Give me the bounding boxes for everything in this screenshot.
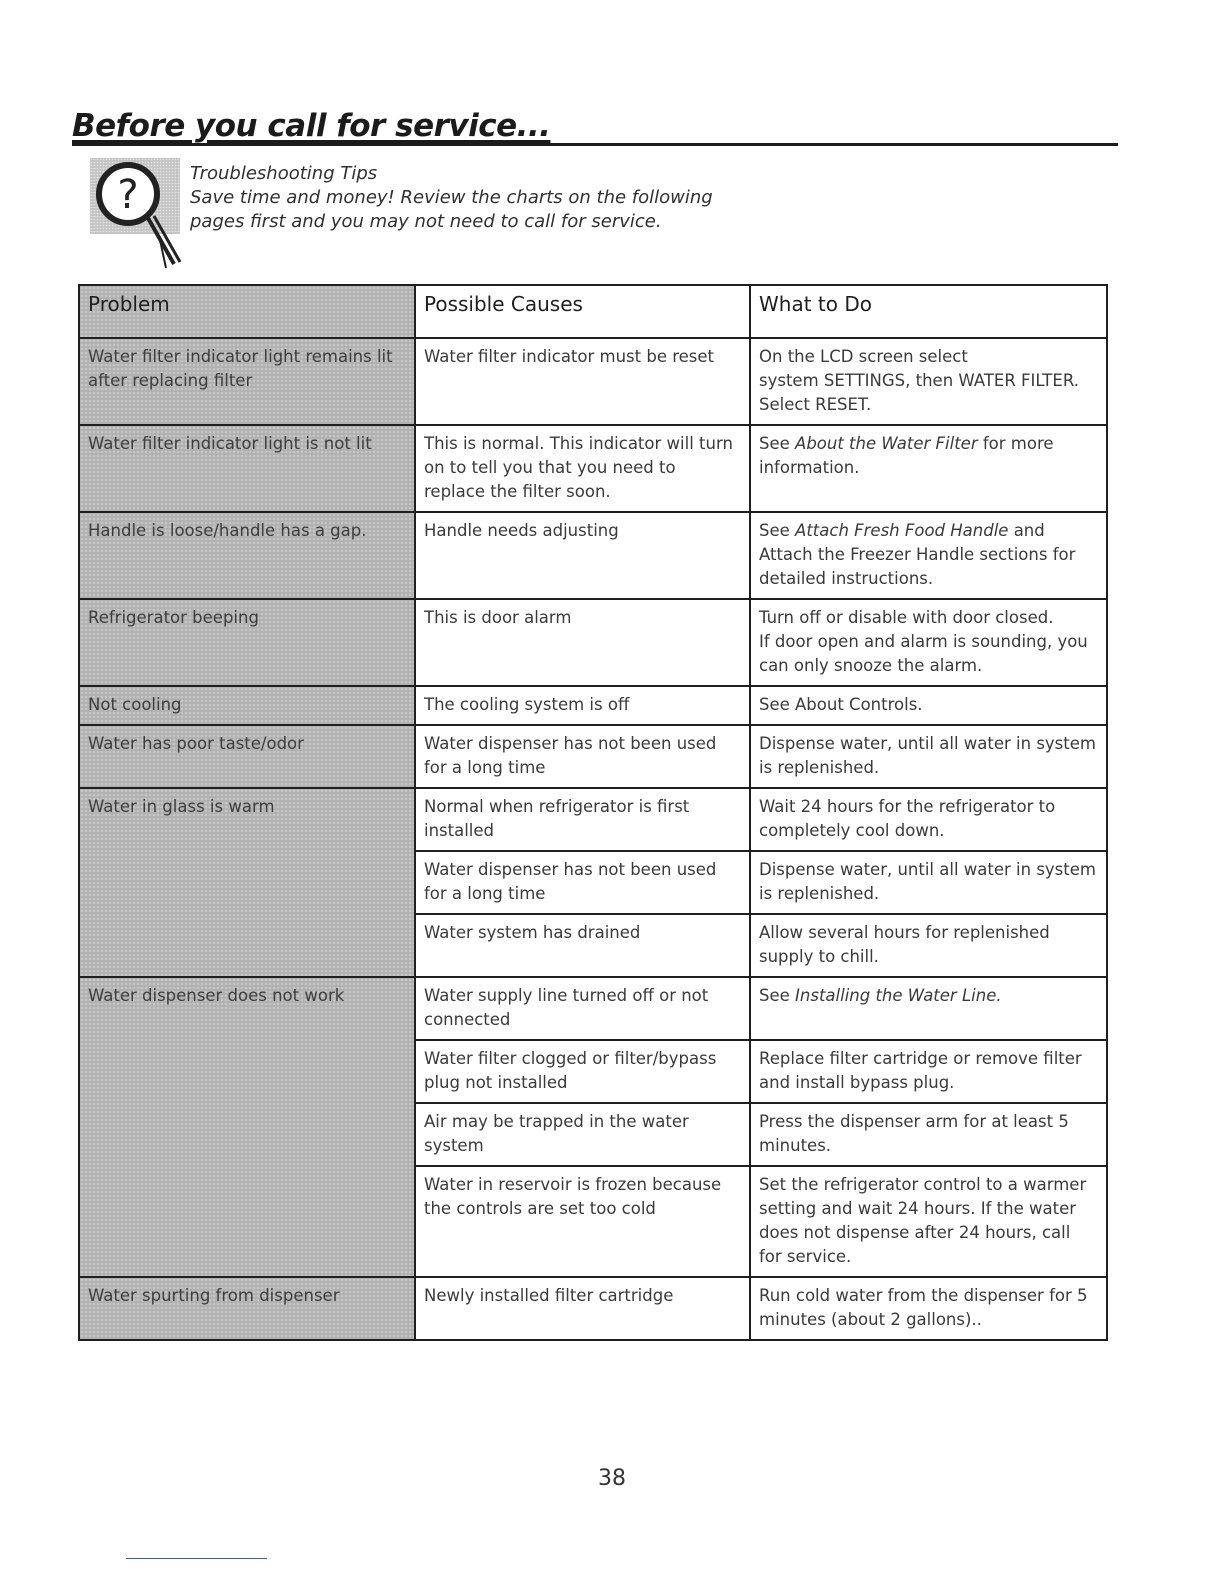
action-cell: [750, 977, 1107, 1040]
action-cell: Run cold water from the dispenser for 5 minutes (about 2 gallons)..: [750, 1277, 1107, 1340]
cause-cell: Water system has drained: [415, 914, 750, 977]
cause-cell: The cooling system is off: [415, 686, 750, 725]
action-cell: [750, 425, 1107, 512]
troubleshooting-table: [78, 284, 1108, 1341]
cause-cell: Air may be trapped in the water system: [415, 1103, 750, 1166]
action-text: See: [759, 986, 796, 1005]
action-line: If door open and alarm is sounding, you can only snooze the alarm.: [759, 632, 1088, 675]
problem-cell: Water has poor taste/odor: [79, 725, 415, 788]
table-row: [79, 425, 1107, 512]
footer-rule: [126, 1558, 267, 1559]
problem-cell: Water dispenser does not work: [79, 977, 415, 1277]
action-text: See: [759, 434, 796, 453]
problem-cell: Water in glass is warm: [79, 788, 415, 977]
page-title: Before you call for service...: [72, 108, 551, 144]
action-cell: Press the dispenser arm for at least 5 minutes.: [750, 1103, 1107, 1166]
action-cell: [750, 599, 1107, 686]
troubleshooting-tips: [90, 158, 790, 278]
table-header-row: [79, 285, 1107, 338]
section-reference: About the Water Filter: [795, 434, 978, 453]
action-cell: [750, 512, 1107, 599]
action-line: On the LCD screen select: [759, 347, 968, 366]
cause-cell: Water in reservoir is frozen because the controls are set too cold: [415, 1166, 750, 1277]
svg-text:?: ?: [117, 172, 139, 218]
problem-cell: Water spurting from dispenser: [79, 1277, 415, 1340]
section-reference: Installing the Water Line.: [795, 986, 1002, 1005]
tips-line-1: Save time and money! Review the charts on the following: [190, 187, 713, 208]
cause-cell: Water supply line turned off or not connected: [415, 977, 750, 1040]
action-cell: Dispense water, until all water in system is replenished.: [750, 851, 1107, 914]
tips-line-2: pages first and you may not need to call for service.: [190, 211, 662, 232]
action-line: system SETTINGS, then WATER FILTER.: [759, 371, 1079, 390]
action-cell: Dispense water, until all water in system is replenished.: [750, 725, 1107, 788]
question-magnifier-icon: [90, 158, 190, 273]
action-text: for more information.: [759, 434, 1054, 477]
action-cell: Replace filter cartridge or remove filter and install bypass plug.: [750, 1040, 1107, 1103]
table-row: [79, 512, 1107, 599]
cause-cell: Water dispenser has not been used for a long time: [415, 851, 750, 914]
cause-cell: Water dispenser has not been used for a long time: [415, 725, 750, 788]
table-row: [79, 686, 1107, 725]
problem-cell: Handle is loose/handle has a gap.: [79, 512, 415, 599]
cause-cell: This is normal. This indicator will turn on to tell you that you need to replace the filter soon.: [415, 425, 750, 512]
problem-cell: Water filter indicator light remains lit after replacing filter: [79, 338, 415, 425]
section-reference: Attach Fresh Food Handle: [795, 521, 1009, 540]
action-cell: Allow several hours for replenished supply to chill.: [750, 914, 1107, 977]
problem-cell: Not cooling: [79, 686, 415, 725]
action-cell: Set the refrigerator control to a warmer setting and wait 24 hours. If the water does not dispense after 24 hours, call for service.: [750, 1166, 1107, 1277]
action-line: Turn off or disable with door closed.: [759, 608, 1054, 627]
page-number: 38: [598, 1466, 626, 1491]
cause-cell: This is door alarm: [415, 599, 750, 686]
cause-cell: Normal when refrigerator is first installed: [415, 788, 750, 851]
table-row: [79, 977, 1107, 1040]
action-text: See: [759, 521, 796, 540]
cause-cell: Water filter clogged or filter/bypass plug not installed: [415, 1040, 750, 1103]
cause-cell: Handle needs adjusting: [415, 512, 750, 599]
table-row: [79, 338, 1107, 425]
action-cell: Wait 24 hours for the refrigerator to completely cool down.: [750, 788, 1107, 851]
header-possible-causes: Possible Causes: [415, 285, 750, 338]
tips-heading: Troubleshooting Tips: [190, 163, 378, 184]
header-problem: Problem: [79, 285, 415, 338]
action-line: Select RESET.: [759, 395, 872, 414]
problem-cell: Refrigerator beeping: [79, 599, 415, 686]
action-cell: See About Controls.: [750, 686, 1107, 725]
cause-cell: Newly installed filter cartridge: [415, 1277, 750, 1340]
table-row: [79, 725, 1107, 788]
table-row: [79, 788, 1107, 851]
problem-cell: Water filter indicator light is not lit: [79, 425, 415, 512]
cause-cell: Water filter indicator must be reset: [415, 338, 750, 425]
table-row: [79, 1277, 1107, 1340]
tips-text: [190, 162, 790, 234]
action-text: and Attach the Freezer Handle sections for detailed instructions.: [759, 521, 1076, 588]
table-row: [79, 599, 1107, 686]
action-cell: [750, 338, 1107, 425]
page-header: [72, 106, 1118, 146]
header-what-to-do: What to Do: [750, 285, 1107, 338]
